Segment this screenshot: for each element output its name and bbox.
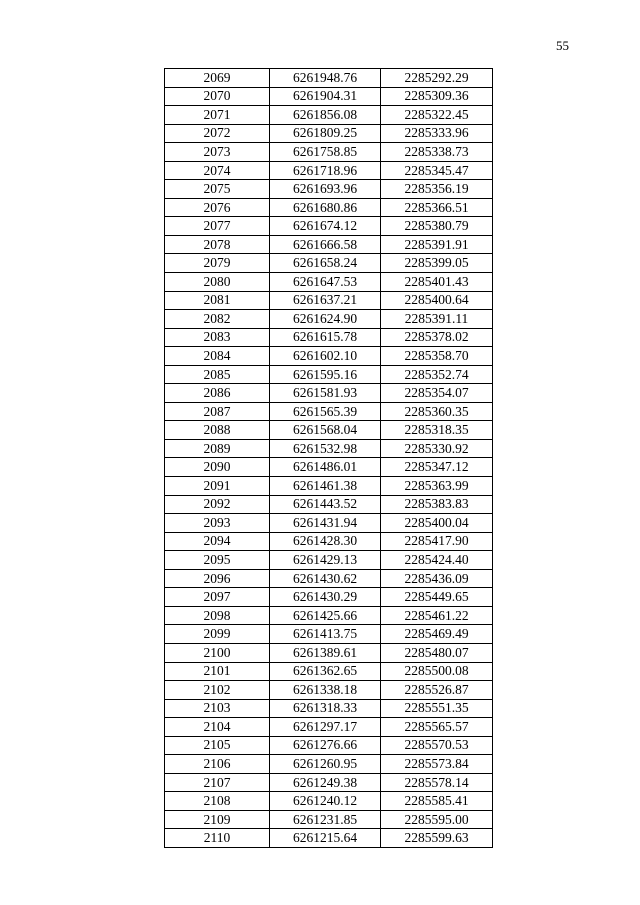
x-coordinate-cell: 6261693.96 [270, 180, 381, 199]
point-number-cell: 2095 [165, 551, 270, 570]
x-coordinate-cell: 6261318.33 [270, 699, 381, 718]
x-coordinate-cell: 6261231.85 [270, 810, 381, 829]
y-coordinate-cell: 2285383.83 [381, 495, 493, 514]
y-coordinate-cell: 2285354.07 [381, 384, 493, 403]
table-row [165, 291, 493, 310]
y-coordinate-cell: 2285570.53 [381, 736, 493, 755]
table-row [165, 439, 493, 458]
table-row [165, 477, 493, 496]
x-coordinate-cell: 6261674.12 [270, 217, 381, 236]
point-number-cell: 2093 [165, 514, 270, 533]
point-number-cell: 2097 [165, 588, 270, 607]
point-number-cell: 2078 [165, 235, 270, 254]
x-coordinate-cell: 6261565.39 [270, 402, 381, 421]
x-coordinate-cell: 6261615.78 [270, 328, 381, 347]
point-number-cell: 2084 [165, 347, 270, 366]
y-coordinate-cell: 2285356.19 [381, 180, 493, 199]
table-row [165, 235, 493, 254]
table-row [165, 736, 493, 755]
page-number: 55 [556, 38, 569, 53]
x-coordinate-cell: 6261602.10 [270, 347, 381, 366]
x-coordinate-cell: 6261297.17 [270, 718, 381, 737]
x-coordinate-cell: 6261276.66 [270, 736, 381, 755]
point-number-cell: 2081 [165, 291, 270, 310]
table-row [165, 495, 493, 514]
y-coordinate-cell: 2285391.11 [381, 310, 493, 329]
point-number-cell: 2077 [165, 217, 270, 236]
y-coordinate-cell: 2285551.35 [381, 699, 493, 718]
y-coordinate-cell: 2285595.00 [381, 810, 493, 829]
point-number-cell: 2079 [165, 254, 270, 273]
coordinate-table [164, 68, 493, 848]
point-number-cell: 2076 [165, 198, 270, 217]
x-coordinate-cell: 6261658.24 [270, 254, 381, 273]
x-coordinate-cell: 6261429.13 [270, 551, 381, 570]
y-coordinate-cell: 2285358.70 [381, 347, 493, 366]
point-number-cell: 2107 [165, 773, 270, 792]
table-row [165, 180, 493, 199]
table-row [165, 551, 493, 570]
table-row [165, 161, 493, 180]
table-row [165, 718, 493, 737]
y-coordinate-cell: 2285565.57 [381, 718, 493, 737]
x-coordinate-cell: 6261532.98 [270, 439, 381, 458]
y-coordinate-cell: 2285360.35 [381, 402, 493, 421]
x-coordinate-cell: 6261624.90 [270, 310, 381, 329]
table-row [165, 532, 493, 551]
table-row [165, 662, 493, 681]
x-coordinate-cell: 6261443.52 [270, 495, 381, 514]
table-row [165, 569, 493, 588]
y-coordinate-cell: 2285436.09 [381, 569, 493, 588]
x-coordinate-cell: 6261425.66 [270, 606, 381, 625]
table-row [165, 773, 493, 792]
table-row [165, 625, 493, 644]
x-coordinate-cell: 6261809.25 [270, 124, 381, 143]
x-coordinate-cell: 6261718.96 [270, 161, 381, 180]
table-row [165, 69, 493, 88]
x-coordinate-cell: 6261431.94 [270, 514, 381, 533]
point-number-cell: 2080 [165, 273, 270, 292]
y-coordinate-cell: 2285363.99 [381, 477, 493, 496]
y-coordinate-cell: 2285378.02 [381, 328, 493, 347]
x-coordinate-cell: 6261595.16 [270, 365, 381, 384]
table-row [165, 755, 493, 774]
table-row [165, 588, 493, 607]
point-number-cell: 2070 [165, 87, 270, 106]
point-number-cell: 2073 [165, 143, 270, 162]
point-number-cell: 2082 [165, 310, 270, 329]
table-row [165, 310, 493, 329]
table-row [165, 124, 493, 143]
table-row [165, 254, 493, 273]
table-row [165, 421, 493, 440]
y-coordinate-cell: 2285309.36 [381, 87, 493, 106]
table-row [165, 198, 493, 217]
point-number-cell: 2086 [165, 384, 270, 403]
point-number-cell: 2092 [165, 495, 270, 514]
x-coordinate-cell: 6261758.85 [270, 143, 381, 162]
point-number-cell: 2090 [165, 458, 270, 477]
y-coordinate-cell: 2285400.04 [381, 514, 493, 533]
y-coordinate-cell: 2285380.79 [381, 217, 493, 236]
y-coordinate-cell: 2285417.90 [381, 532, 493, 551]
point-number-cell: 2072 [165, 124, 270, 143]
table-row [165, 606, 493, 625]
x-coordinate-cell: 6261413.75 [270, 625, 381, 644]
x-coordinate-cell: 6261215.64 [270, 829, 381, 848]
y-coordinate-cell: 2285330.92 [381, 439, 493, 458]
y-coordinate-cell: 2285599.63 [381, 829, 493, 848]
y-coordinate-cell: 2285424.40 [381, 551, 493, 570]
x-coordinate-cell: 6261240.12 [270, 792, 381, 811]
table-row [165, 458, 493, 477]
y-coordinate-cell: 2285500.08 [381, 662, 493, 681]
table-row [165, 384, 493, 403]
point-number-cell: 2110 [165, 829, 270, 848]
point-number-cell: 2085 [165, 365, 270, 384]
point-number-cell: 2096 [165, 569, 270, 588]
point-number-cell: 2094 [165, 532, 270, 551]
y-coordinate-cell: 2285366.51 [381, 198, 493, 217]
point-number-cell: 2104 [165, 718, 270, 737]
y-coordinate-cell: 2285333.96 [381, 124, 493, 143]
y-coordinate-cell: 2285578.14 [381, 773, 493, 792]
table-row [165, 681, 493, 700]
table-row [165, 273, 493, 292]
point-number-cell: 2088 [165, 421, 270, 440]
y-coordinate-cell: 2285400.64 [381, 291, 493, 310]
y-coordinate-cell: 2285345.47 [381, 161, 493, 180]
point-number-cell: 2087 [165, 402, 270, 421]
point-number-cell: 2098 [165, 606, 270, 625]
y-coordinate-cell: 2285292.29 [381, 69, 493, 88]
table-row [165, 87, 493, 106]
x-coordinate-cell: 6261486.01 [270, 458, 381, 477]
x-coordinate-cell: 6261430.62 [270, 569, 381, 588]
table-row [165, 217, 493, 236]
table-row [165, 810, 493, 829]
x-coordinate-cell: 6261904.31 [270, 87, 381, 106]
y-coordinate-cell: 2285391.91 [381, 235, 493, 254]
x-coordinate-cell: 6261338.18 [270, 681, 381, 700]
point-number-cell: 2071 [165, 106, 270, 125]
point-number-cell: 2101 [165, 662, 270, 681]
table-row [165, 347, 493, 366]
point-number-cell: 2102 [165, 681, 270, 700]
x-coordinate-cell: 6261260.95 [270, 755, 381, 774]
x-coordinate-cell: 6261637.21 [270, 291, 381, 310]
point-number-cell: 2069 [165, 69, 270, 88]
y-coordinate-cell: 2285469.49 [381, 625, 493, 644]
table-row [165, 106, 493, 125]
x-coordinate-cell: 6261856.08 [270, 106, 381, 125]
coordinate-table-body [165, 69, 493, 848]
y-coordinate-cell: 2285585.41 [381, 792, 493, 811]
point-number-cell: 2089 [165, 439, 270, 458]
y-coordinate-cell: 2285573.84 [381, 755, 493, 774]
point-number-cell: 2074 [165, 161, 270, 180]
y-coordinate-cell: 2285352.74 [381, 365, 493, 384]
y-coordinate-cell: 2285461.22 [381, 606, 493, 625]
y-coordinate-cell: 2285322.45 [381, 106, 493, 125]
x-coordinate-cell: 6261461.38 [270, 477, 381, 496]
point-number-cell: 2075 [165, 180, 270, 199]
point-number-cell: 2103 [165, 699, 270, 718]
point-number-cell: 2091 [165, 477, 270, 496]
table-row [165, 699, 493, 718]
table-row [165, 143, 493, 162]
x-coordinate-cell: 6261680.86 [270, 198, 381, 217]
point-number-cell: 2083 [165, 328, 270, 347]
x-coordinate-cell: 6261389.61 [270, 643, 381, 662]
point-number-cell: 2106 [165, 755, 270, 774]
table-row [165, 514, 493, 533]
x-coordinate-cell: 6261428.30 [270, 532, 381, 551]
point-number-cell: 2105 [165, 736, 270, 755]
x-coordinate-cell: 6261948.76 [270, 69, 381, 88]
table-row [165, 328, 493, 347]
point-number-cell: 2108 [165, 792, 270, 811]
table-row [165, 402, 493, 421]
y-coordinate-cell: 2285526.87 [381, 681, 493, 700]
point-number-cell: 2109 [165, 810, 270, 829]
x-coordinate-cell: 6261647.53 [270, 273, 381, 292]
y-coordinate-cell: 2285318.35 [381, 421, 493, 440]
x-coordinate-cell: 6261666.58 [270, 235, 381, 254]
table-row [165, 365, 493, 384]
y-coordinate-cell: 2285449.65 [381, 588, 493, 607]
x-coordinate-cell: 6261362.65 [270, 662, 381, 681]
y-coordinate-cell: 2285480.07 [381, 643, 493, 662]
table-row [165, 792, 493, 811]
table-row [165, 643, 493, 662]
table-row [165, 829, 493, 848]
point-number-cell: 2100 [165, 643, 270, 662]
point-number-cell: 2099 [165, 625, 270, 644]
y-coordinate-cell: 2285399.05 [381, 254, 493, 273]
x-coordinate-cell: 6261249.38 [270, 773, 381, 792]
x-coordinate-cell: 6261581.93 [270, 384, 381, 403]
x-coordinate-cell: 6261430.29 [270, 588, 381, 607]
y-coordinate-cell: 2285347.12 [381, 458, 493, 477]
x-coordinate-cell: 6261568.04 [270, 421, 381, 440]
y-coordinate-cell: 2285401.43 [381, 273, 493, 292]
y-coordinate-cell: 2285338.73 [381, 143, 493, 162]
